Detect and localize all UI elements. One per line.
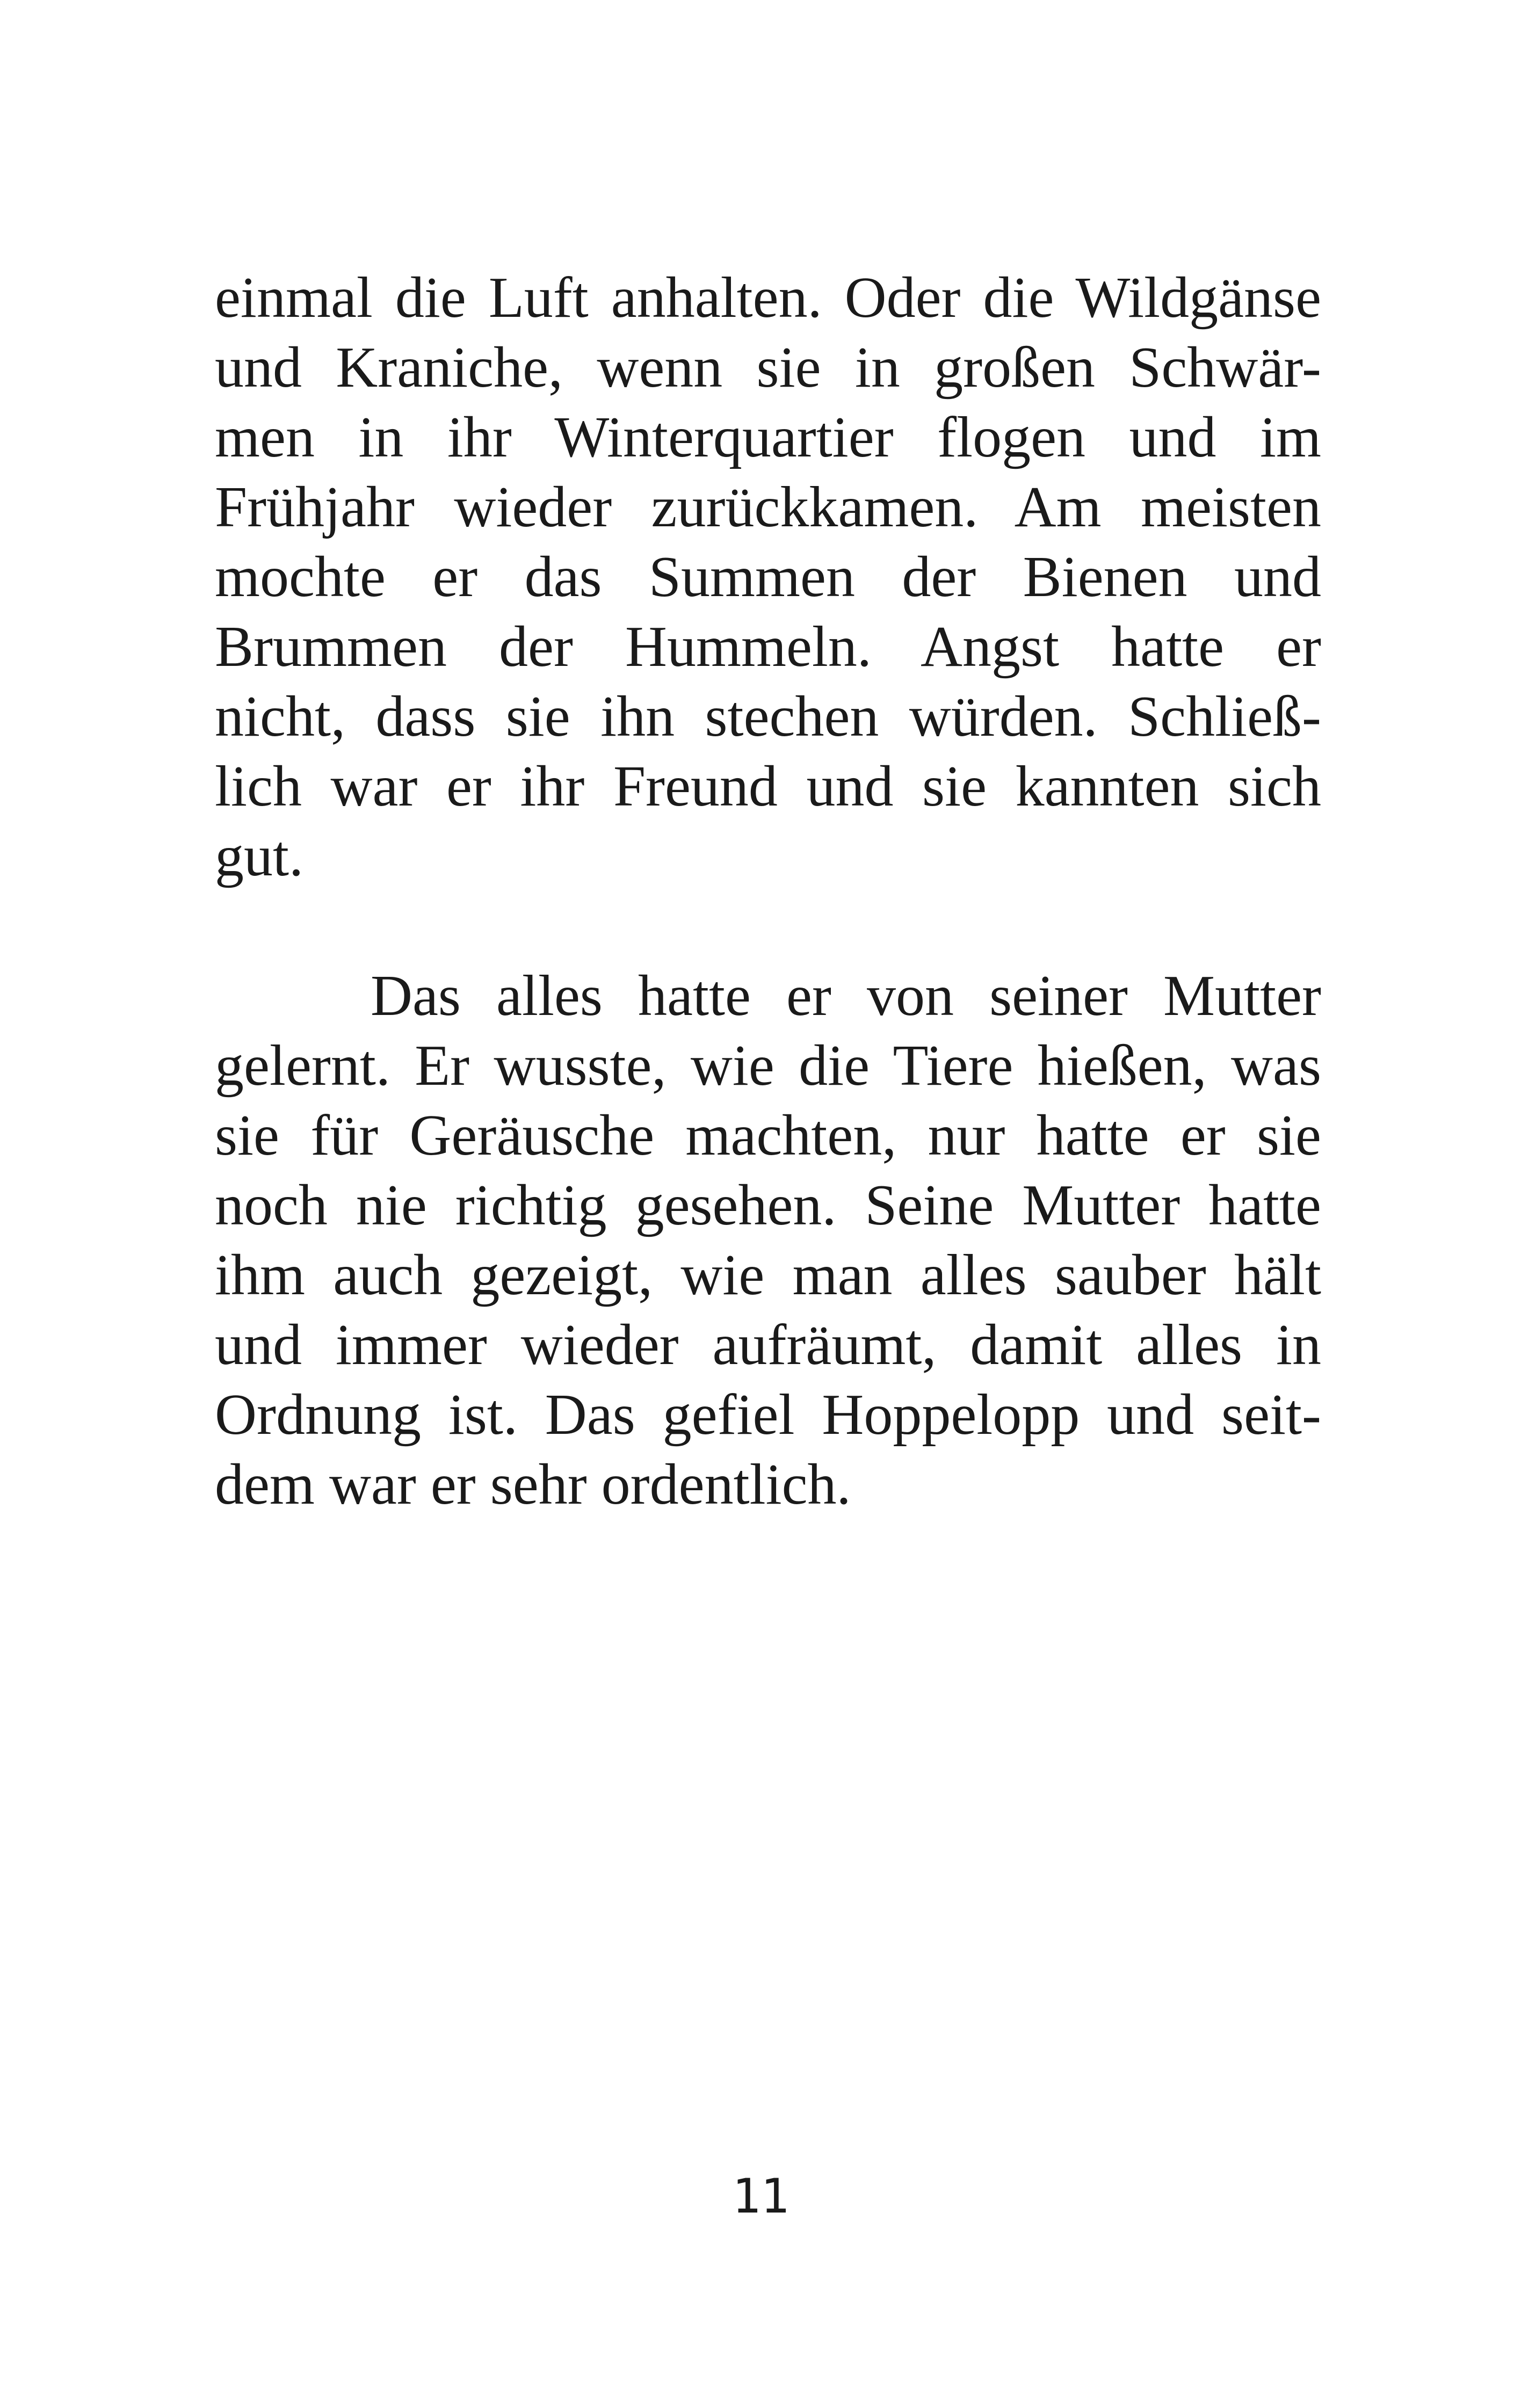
text-line: gelernt. Er wusste, wie die Tiere hießen, was <box>215 1034 1321 1098</box>
text-line: und immer wieder aufräumt, damit alles in <box>215 1313 1321 1377</box>
text-line: und Kraniche, wenn sie in großen Schwär- <box>215 336 1321 400</box>
text-line: dem war er sehr ordentlich. <box>215 1453 851 1517</box>
paragraph-1 <box>215 263 1321 891</box>
text-line: gut. <box>215 824 304 888</box>
page-number: 11 <box>732 2168 789 2224</box>
body-text <box>215 263 1321 1520</box>
text-line: noch nie richtig gesehen. Seine Mutter hatte <box>215 1173 1321 1237</box>
text-line: ihm auch gezeigt, wie man alles sauber hält <box>215 1243 1321 1307</box>
text-line: Brummen der Hummeln. Angst hatte er <box>215 615 1321 679</box>
text-line: lich war er ihr Freund und sie kannten sich <box>215 755 1321 818</box>
text-line: nicht, dass sie ihn stechen würden. Schließ- <box>215 685 1321 749</box>
text-line: einmal die Luft anhalten. Oder die Wildgänse <box>215 266 1321 330</box>
text-line: Ordnung ist. Das gefiel Hoppelopp und seit- <box>215 1383 1321 1447</box>
text-line: Frühjahr wieder zurückkamen. Am meisten <box>215 475 1321 539</box>
text-line: Das alles hatte er von seiner Mutter <box>371 964 1321 1028</box>
text-line: mochte er das Summen der Bienen und <box>215 545 1321 609</box>
paragraph-spacer <box>215 891 1321 961</box>
paragraph-2 <box>215 961 1321 1520</box>
text-line: men in ihr Winterquartier flogen und im <box>215 405 1321 469</box>
text-line: sie für Geräusche machten, nur hatte er sie <box>215 1104 1321 1167</box>
